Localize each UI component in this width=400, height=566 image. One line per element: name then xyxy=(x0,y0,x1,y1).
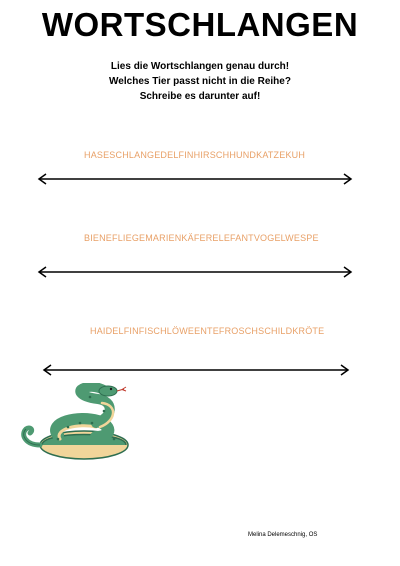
page-title: WORTSCHLANGEN xyxy=(41,6,359,43)
answer-line-1-arrow-icon xyxy=(36,172,354,186)
snake-icon xyxy=(18,383,134,463)
instruction-line-2: Welches Tier passt nicht in die Reihe? xyxy=(109,76,291,87)
word-snake-1: HASESCHLANGEDELFINHIRSCHHUNDKATZEKUH xyxy=(84,150,306,160)
answer-line-3-arrow-icon xyxy=(41,363,351,377)
instruction-line-1: Lies die Wortschlangen genau durch! xyxy=(110,61,290,72)
answer-line-2-arrow-icon xyxy=(36,265,354,279)
word-snake-3: HAIDELFINFISCHLÖWEENTEFROSCHSCHILDKRÖTE xyxy=(90,326,325,336)
word-snake-2: BIENEFLIEGEMARIENKÄFERELEFANTVOGELWESPE xyxy=(84,233,319,243)
instructions xyxy=(0,59,400,104)
instruction-line-3: Schreibe es darunter auf! xyxy=(139,91,261,102)
author-credit: Melina Delemeschnig, OS xyxy=(248,532,318,538)
